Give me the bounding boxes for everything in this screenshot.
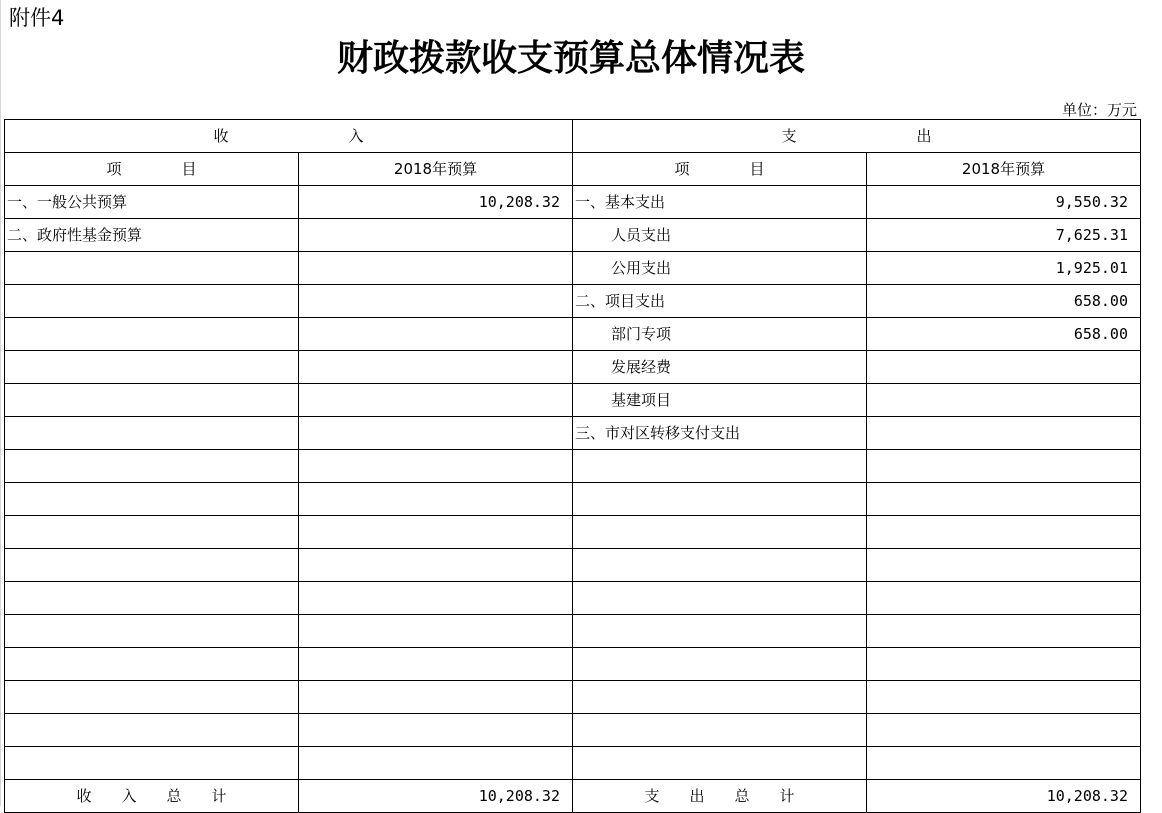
table-row <box>5 450 1141 483</box>
income-value-cell <box>299 549 573 582</box>
expense-item-cell <box>573 483 867 516</box>
table-row <box>5 384 1141 417</box>
expense-section-header: 支 出 <box>573 120 1141 153</box>
expense-value-cell: 1,925.01 <box>867 252 1141 285</box>
table-row <box>5 714 1141 747</box>
income-item-cell <box>5 681 299 714</box>
unit-label: 单位：万元 <box>1061 101 1137 119</box>
income-value-cell <box>299 285 573 318</box>
income-item-cell <box>5 450 299 483</box>
expense-value-cell <box>867 516 1141 549</box>
header-row-sections <box>5 120 1141 153</box>
attachment-label: 附件4 <box>9 6 65 30</box>
income-item-cell <box>5 351 299 384</box>
income-item-cell <box>5 615 299 648</box>
table-row <box>5 648 1141 681</box>
table-row <box>5 318 1141 351</box>
expense-value-cell <box>867 714 1141 747</box>
expense-item-cell <box>573 681 867 714</box>
income-value-cell <box>299 516 573 549</box>
expense-value-cell <box>867 483 1141 516</box>
expense-item-cell <box>573 714 867 747</box>
income-value-cell <box>299 615 573 648</box>
expense-value-cell: 658.00 <box>867 318 1141 351</box>
table-row <box>5 285 1141 318</box>
expense-value-cell <box>867 549 1141 582</box>
income-value-cell <box>299 714 573 747</box>
income-budget-header: 2018年预算 <box>299 153 573 186</box>
income-value-cell <box>299 417 573 450</box>
expense-value-cell: 658.00 <box>867 285 1141 318</box>
income-value-cell <box>299 450 573 483</box>
expense-item-cell: 发展经费 <box>573 351 867 384</box>
expense-value-cell <box>867 747 1141 780</box>
expense-item-cell <box>573 747 867 780</box>
income-item-cell: 一、一般公共预算 <box>5 186 299 219</box>
income-total-value: 10,208.32 <box>299 780 573 813</box>
income-item-cell <box>5 285 299 318</box>
expense-item-cell: 部门专项 <box>573 318 867 351</box>
table-row <box>5 747 1141 780</box>
expense-item-cell <box>573 648 867 681</box>
table-row <box>5 615 1141 648</box>
expense-total-label: 支 出 总 计 <box>573 780 867 813</box>
income-item-cell <box>5 549 299 582</box>
income-section-header: 收 入 <box>5 120 573 153</box>
expense-item-cell <box>573 549 867 582</box>
table-row <box>5 681 1141 714</box>
income-item-cell <box>5 516 299 549</box>
income-value-cell <box>299 252 573 285</box>
expense-item-cell <box>573 450 867 483</box>
expense-item-cell <box>573 516 867 549</box>
page-title: 财政拨款收支预算总体情况表 <box>336 37 805 79</box>
left-sheet-border <box>0 0 1 806</box>
expense-value-cell <box>867 384 1141 417</box>
income-value-cell: 10,208.32 <box>299 186 573 219</box>
expense-item-cell: 基建项目 <box>573 384 867 417</box>
income-value-cell <box>299 681 573 714</box>
income-item-cell <box>5 747 299 780</box>
header-row-columns <box>5 153 1141 186</box>
expense-value-cell: 9,550.32 <box>867 186 1141 219</box>
expense-value-cell <box>867 351 1141 384</box>
budget-table <box>4 119 1141 813</box>
income-item-cell <box>5 714 299 747</box>
table-row <box>5 351 1141 384</box>
table-row <box>5 516 1141 549</box>
income-item-cell <box>5 252 299 285</box>
table-row <box>5 252 1141 285</box>
expense-budget-header: 2018年预算 <box>867 153 1141 186</box>
income-item-cell: 二、政府性基金预算 <box>5 219 299 252</box>
income-item-cell <box>5 648 299 681</box>
total-row <box>5 780 1141 813</box>
expense-item-cell: 公用支出 <box>573 252 867 285</box>
income-value-cell <box>299 747 573 780</box>
income-item-cell <box>5 483 299 516</box>
income-value-cell <box>299 318 573 351</box>
table-row <box>5 186 1141 219</box>
income-value-cell <box>299 351 573 384</box>
income-item-header: 项 目 <box>5 153 299 186</box>
expense-value-cell: 7,625.31 <box>867 219 1141 252</box>
expense-item-cell: 一、基本支出 <box>573 186 867 219</box>
income-total-label: 收 入 总 计 <box>5 780 299 813</box>
table-row <box>5 219 1141 252</box>
expense-item-cell <box>573 615 867 648</box>
expense-item-header: 项 目 <box>573 153 867 186</box>
expense-item-cell: 二、项目支出 <box>573 285 867 318</box>
expense-total-value: 10,208.32 <box>867 780 1141 813</box>
income-item-cell <box>5 384 299 417</box>
expense-value-cell <box>867 681 1141 714</box>
expense-value-cell <box>867 417 1141 450</box>
income-item-cell <box>5 417 299 450</box>
income-item-cell <box>5 582 299 615</box>
table-row <box>5 582 1141 615</box>
expense-value-cell <box>867 648 1141 681</box>
table-row <box>5 483 1141 516</box>
income-value-cell <box>299 483 573 516</box>
expense-item-cell: 人员支出 <box>573 219 867 252</box>
expense-item-cell: 三、市对区转移支付支出 <box>573 417 867 450</box>
expense-value-cell <box>867 582 1141 615</box>
table-row <box>5 549 1141 582</box>
income-value-cell <box>299 384 573 417</box>
income-value-cell <box>299 582 573 615</box>
expense-value-cell <box>867 450 1141 483</box>
income-value-cell <box>299 219 573 252</box>
table-row <box>5 417 1141 450</box>
income-value-cell <box>299 648 573 681</box>
expense-item-cell <box>573 582 867 615</box>
expense-value-cell <box>867 615 1141 648</box>
income-item-cell <box>5 318 299 351</box>
